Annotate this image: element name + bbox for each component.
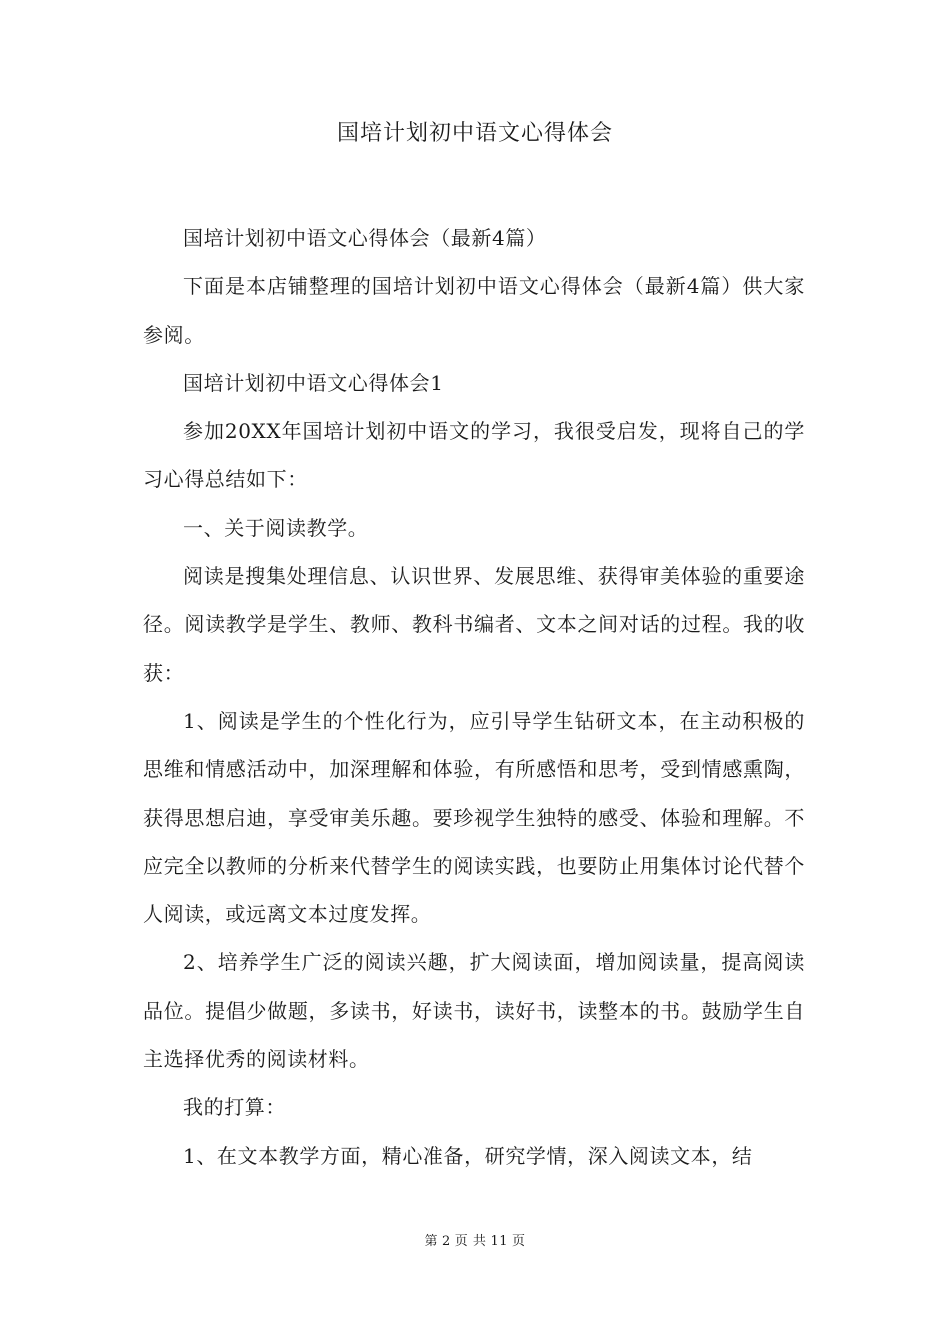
paragraph: 1、在文本教学方面，精心准备，研究学情，深入阅读文本，结	[183, 1143, 753, 1168]
footer-prefix: 第	[424, 1234, 439, 1249]
paragraph: 2、培养学生广泛的阅读兴趣，扩大阅读面，增加阅读量，提高阅读品位。提倡少做题，多读书，好读书，读好书，读整本的书。鼓励学生自主选择优秀的阅读材料。	[143, 950, 805, 1072]
footer-middle: 页 共	[454, 1234, 487, 1249]
paragraph: 阅读是搜集处理信息、认识世界、发展思维、获得审美体验的重要途径。阅读教学是学生、教师、教科书编者、文本之间对话的过程。我的收获：	[143, 564, 805, 685]
paragraph: 1、阅读是学生的个性化行为，应引导学生钻研文本，在主动积极的思维和情感活动中，加深理解和体验，有所感悟和思考，受到情感熏陶，获得思想启迪，享受审美乐趣。要珍视学生独特的感受、体验和理解。不应完全以教师的分析来代替学生的阅读实践，也要防止用集体讨论代替个人阅读，或远离文本过度发挥。	[143, 708, 805, 927]
page-title: 国培计划初中语文心得体会	[336, 121, 613, 146]
page-footer	[0, 1233, 950, 1251]
footer-total-pages: 11	[490, 1234, 508, 1249]
footer-suffix: 页	[511, 1234, 526, 1249]
subsection-heading: 一、关于阅读教学。	[183, 515, 369, 540]
paragraph: 参加20XX年国培计划初中语文的学习，我很受启发，现将自己的学习心得总结如下：	[143, 419, 805, 492]
document-body	[143, 214, 805, 1180]
paragraph-intro: 下面是本店铺整理的国培计划初中语文心得体会（最新4篇）供大家参阅。	[143, 274, 805, 347]
paragraph-subtitle: 国培计划初中语文心得体会（最新4篇）	[183, 226, 547, 250]
section-heading: 国培计划初中语文心得体会1	[183, 370, 444, 395]
footer-current-page: 2	[442, 1234, 451, 1249]
paragraph: 我的打算：	[183, 1095, 286, 1120]
